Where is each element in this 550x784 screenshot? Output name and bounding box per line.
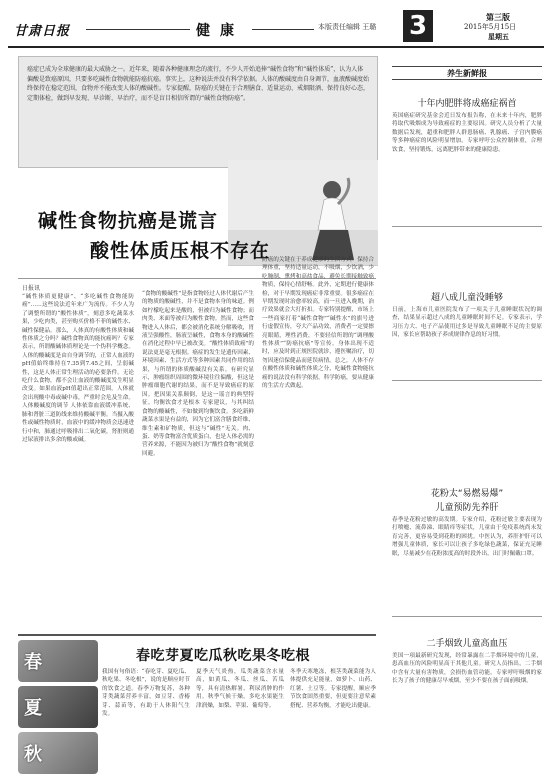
sidebar-divider xyxy=(392,226,542,227)
section-title: 健康 xyxy=(196,23,244,39)
page-number: 3 xyxy=(403,10,433,42)
issue-weekday: 星期五 xyxy=(488,32,509,41)
feature-column-2: 夏季天气炎热，瓜类蔬菜含水量高，如黄瓜、冬瓜、丝瓜、苦瓜等，具有清热解暑、利尿消肿的作用。秋季气候干燥，多吃水果能生津润燥，如梨、苹果、葡萄等。 xyxy=(196,669,284,709)
sidebar-item-title: 二手烟致儿童高血压 xyxy=(426,639,508,649)
season-label: 夏 xyxy=(24,698,42,719)
article-byline: 日报讯 xyxy=(22,285,41,292)
feature-column-3: 冬季天寒地冻，根茎类蔬菜能为人体提供充足能量，如萝卜、山药、红薯、土豆等。专家提醒，顺应季节饮食固然重要，但更要注意荤素搭配、营养均衡，才能吃出健康。 xyxy=(290,669,376,709)
sidebar-item-title: 超八成儿童没睡够 xyxy=(430,293,503,303)
intro-text: 癌症已成为全球健康的最大威胁之一。近年来，随着各种健康理念的流行，不少人开始追捧“碱性食物”和“碱性体质”，认为人体偏酸是致癌原因，只要多吃碱性食物就能防癌抗癌。事实上，这种说法并没有科学依据。人体的酸碱度由自身调节，血液酸碱度始终保持在稳定范围，食物并不能改变人体的酸碱性。专家提醒，防癌的关键在于合理膳食、适量运动、戒烟限酒、保持良好心态，定期体检，做到早发现、早诊断、早治疗，而不是盲目相信所谓的“碱性食物防癌”。 xyxy=(27,66,370,102)
article-column-3: 防癌的关键在于养成健康的生活方式：保持合理体重，坚持适量运动，不吸烟，少饮酒，少吃腌制、熏烤和高盐食品，避免长期接触致癌物质，保持心情舒畅。此外，定期进行健康体检，对于早期发现癌症非常重要。很多癌症在早期发现时治愈率较高，而一旦进入晚期，治疗效果就会大打折扣。专家特别提醒，市场上一些商家打着“碱性食物”“碱性水”的旗号进行虚假宣传，夸大产品功效，消费者一定要擦亮眼睛，理性消费，不要轻信所谓的“调理酸性体质”“防癌抗癌”等宣传。身体出现不适时，应及时到正规医院就诊，遵医嘱治疗，切勿因迷信保健品而延误病情。总之，人体不存在酸性体质和碱性体质之分，吃碱性食物能抗癌的说法没有科学依据。科学防癌，要从健康的生活方式做起。 xyxy=(262,257,374,390)
sidebar-divider xyxy=(392,380,542,381)
season-label: 秋 xyxy=(24,744,42,765)
bottom-rule xyxy=(18,634,376,636)
vegetable-photos xyxy=(18,640,98,780)
masthead-rule xyxy=(8,46,544,48)
header-divider xyxy=(86,29,190,30)
article-column-1: “碱性体质更健康”、“多吃碱性食物能防癌”……这些说法近年来广为流传。不少人为了调整所谓的“酸性体质”，刻意多吃蔬菜水果，少吃肉类，甚至购买价格不菲的碱性水、碱性保健品。那么，人体真的有酸性体质和碱性体质之分吗？碱性食物真的能抗癌吗？专家表示，所谓酸碱体质理论是一个伪科学概念。人体的酸碱度是由自身调节的，正常人血液的pH值始终维持在7.35到7.45之间，呈弱碱性，这是人体正常生理活动的必要条件。无论吃什么食物，都不会让血液的酸碱度发生明显改变。如果血液pH值超出正常范围，人体就会出现酸中毒或碱中毒，严重时会危及生命。人体酸碱度的调节 人体依靠血液缓冲系统、肺和肾脏三道防线来维持酸碱平衡。当摄入酸性或碱性物质时，血液中的缓冲物质会迅速进行中和，肺通过呼吸排出二氧化碳，肾脏则通过尿液排出多余的酸或碱。 xyxy=(22,294,134,443)
newspaper-logo: 甘肃日报 xyxy=(14,24,71,39)
summer-vegetable-photo xyxy=(18,686,98,728)
sidebar-item-title: 花粉太“易燃易爆” xyxy=(430,489,504,499)
article-column-2: “食物的酸碱性”是指食物经过人体代谢后产生的物质的酸碱性，并不是食物本身的味道。例如柠檬吃起来是酸的，但被归为碱性食物；而肉类、米面等被归为酸性食物。然而，这些食物进入人体后，都会被消化系统分解吸收，胃液呈强酸性，肠液呈碱性，食物本身的酸碱性在消化过程中早已被改变。“酸性体质致癌”的说法更是毫无根据。癌症的发生是遗传因素、环境因素、生活方式等多种因素共同作用的结果，与所谓的体质酸碱没有关系。有研究显示，肿瘤组织周围的微环境往往偏酸，但这是肿瘤细胞代谢的结果，而不是导致癌症的原因。把因果关系颠倒，是这一谣言的典型特征。均衡饮食才是根本 专家建议，与其纠结食物的酸碱性，不如做到均衡饮食。多吃新鲜蔬菜水果是有益的，因为它们富含膳食纤维、维生素和矿物质，但这与“碱性”无关。肉、蛋、奶等食物富含优质蛋白，也是人体必需的营养来源，不能因为被归为“酸性食物”就刻意回避。 xyxy=(142,291,254,457)
feature-title: 春吃芽夏吃瓜秋吃果冬吃根 xyxy=(136,648,310,664)
headline-line-2: 酸性体质压根不存在 xyxy=(90,240,271,262)
issue-date: 2015年5月15日 xyxy=(464,23,517,31)
sidebar-item-text: 美国一项最新研究发现，经常暴露在二手烟环境中的儿童，患高血压的风险明显高于其他儿童。研究人员指出，二手烟中含有大量有害物质，会损伤血管功能。专家呼吁吸烟的家长为了孩子的健康尽早戒烟，至少不要在孩子面前吸烟。 xyxy=(392,653,542,685)
masthead xyxy=(0,0,550,48)
sidebar-header: 养生新鲜报 xyxy=(392,66,542,80)
intro-box xyxy=(18,56,378,168)
season-label: 春 xyxy=(24,652,42,673)
sidebar-item-text: 英国癌症研究基金会近日发布报告称，在未来十年内，肥胖将取代吸烟成为导致癌症的主要原因。研究人员分析了大量数据后发现，超重和肥胖人群患肠癌、乳腺癌、子宫内膜癌等多种癌症的风险明显增加。专家呼吁公众控制体重，合理饮食，坚持锻炼，远离肥胖带来的健康隐患。 xyxy=(392,113,542,153)
editor-credit: 本版责任编辑 王璐 xyxy=(318,23,377,31)
sidebar-divider xyxy=(392,616,542,617)
sidebar-item-title: 十年内肥胖将成癌症祸首 xyxy=(417,99,517,109)
spring-vegetable-photo xyxy=(18,640,98,682)
autumn-vegetable-photo xyxy=(18,732,98,774)
header-divider xyxy=(252,29,314,30)
sidebar-item-text: 春季是花粉过敏的高发期。专家介绍，花粉过敏主要表现为打喷嚏、流鼻涕、眼睛痒等症状，儿童由于免疫系统尚未发育完善，更容易受到花粉的困扰。中医认为，养肝护肝可以增强儿童体质，家长可以让孩子多吃绿色蔬菜，保证充足睡眠，尽量减少在花粉浓度高的时段外出，出门时佩戴口罩。 xyxy=(392,517,542,557)
sidebar-item-subtitle: 儿童预防先养肝 xyxy=(435,503,499,513)
headline-line-1: 碱性食物抗癌是谎言 xyxy=(38,210,219,232)
sidebar-item-text: 日前，上海市儿童医院发布了一项关于儿童睡眠状况的调查，结果显示超过八成的儿童睡眠时间不足。专家表示，学习压力大、电子产品使用过多是导致儿童睡眠不足的主要原因，家长应帮助孩子养成规律作息的好习惯。 xyxy=(392,307,542,339)
feature-column-1: 我国有句俗语：“春吃芽、夏吃瓜、秋吃果、冬吃根”，说的是顺应时节的饮食之道。春季万物复苏，各种芽类蔬菜营养丰富，如豆芽、香椿芽、蒜苗等，有助于人体阳气生发。 xyxy=(102,669,190,718)
page-label: 第三版 xyxy=(486,12,510,22)
